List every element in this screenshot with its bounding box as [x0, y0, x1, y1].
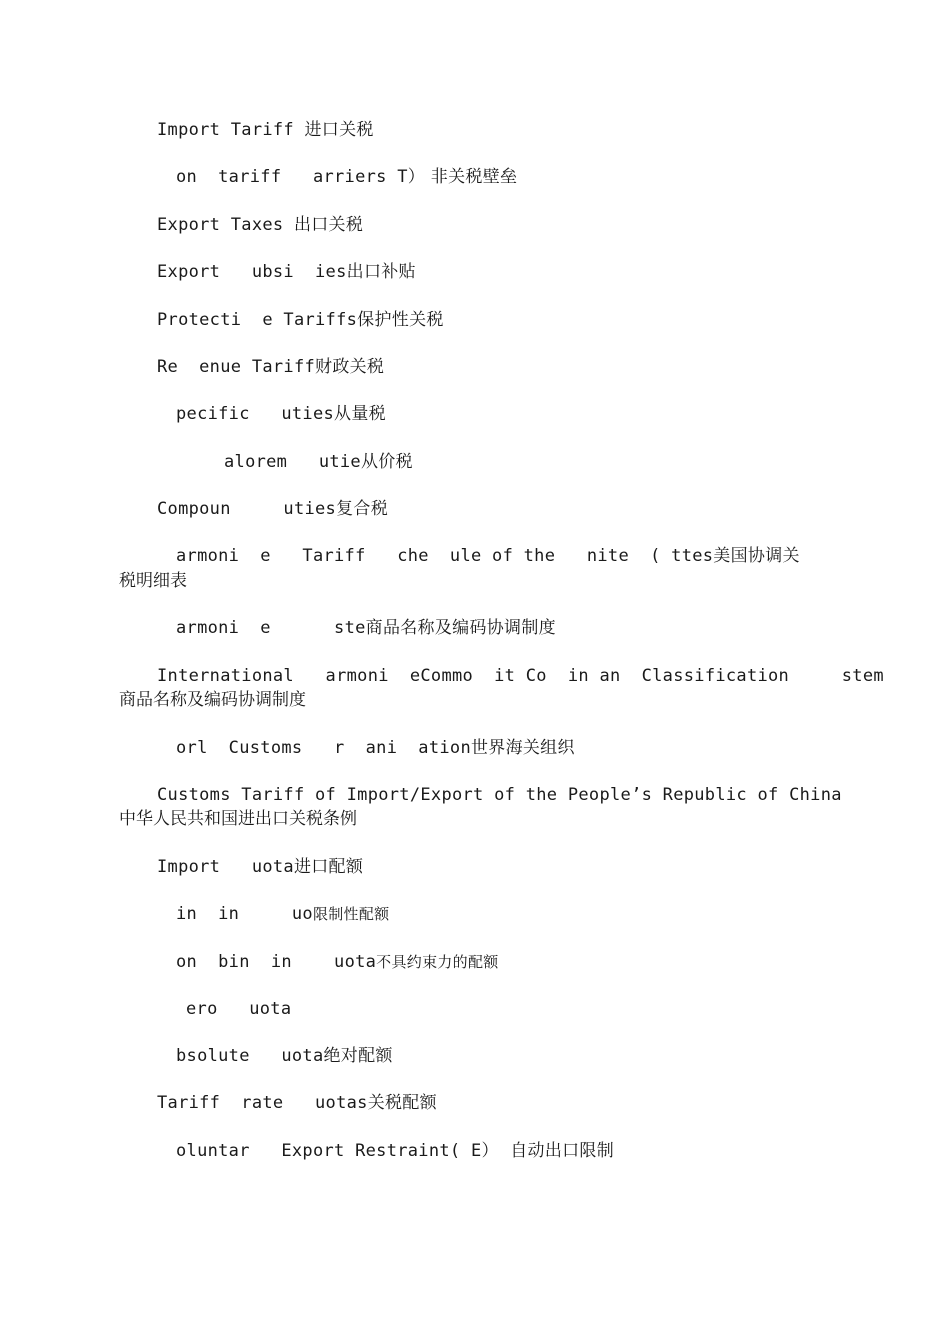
term-revenue-tariff: Re enue Tariff财政关税	[157, 357, 385, 377]
term-non-binding-quota: on bin in uota不具约束力的配额	[176, 952, 499, 972]
term-harmonized-tariff-schedule-wrap: 税明细表	[119, 571, 187, 591]
term-export-subsidies: Export ubsi ies出口补贴	[157, 262, 416, 282]
term-import-quota: Import uota进口配额	[157, 857, 364, 877]
term-absolute-quota: bsolute uota绝对配额	[176, 1046, 393, 1066]
term-ad-valorem-duties: alorem utie从价税	[224, 452, 413, 472]
term-customs-tariff-china-wrap: 中华人民共和国进出口关税条例	[119, 809, 357, 829]
term-international-harmonized-system-wrap: 商品名称及编码协调制度	[119, 690, 306, 710]
term-world-customs-organization: orl Customs r ani ation世界海关组织	[176, 738, 575, 758]
term-compound-duties: Compoun uties复合税	[157, 499, 388, 519]
term-customs-tariff-china: Customs Tariff of Import/Export of the People’s Republic of China	[157, 785, 842, 805]
term-protective-tariffs: Protecti e Tariffs保护性关税	[157, 310, 444, 330]
term-voluntary-export-restraint: oluntar Export Restraint( E） 自动出口限制	[176, 1141, 615, 1161]
term-zero-quota: ero uota	[186, 999, 292, 1019]
term-tariff-rate-quotas: Tariff rate uotas关税配额	[157, 1093, 437, 1113]
term-export-taxes: Export Taxes 出口关税	[157, 215, 364, 235]
term-binding-quota: in in uo限制性配额	[176, 904, 390, 924]
term-international-harmonized-system: International armoni eCommo it Co in an Classification stem	[157, 666, 884, 686]
term-harmonized-system: armoni e ste商品名称及编码协调制度	[176, 618, 556, 638]
term-non-tariff-barriers: on tariff arriers T） 非关税壁垒	[176, 167, 518, 187]
term-harmonized-tariff-schedule: armoni e Tariff che ule of the nite ( ttes美国协调关	[176, 546, 800, 566]
term-specific-duties: pecific uties从量税	[176, 404, 386, 424]
term-import-tariff: Import Tariff 进口关税	[157, 120, 374, 140]
